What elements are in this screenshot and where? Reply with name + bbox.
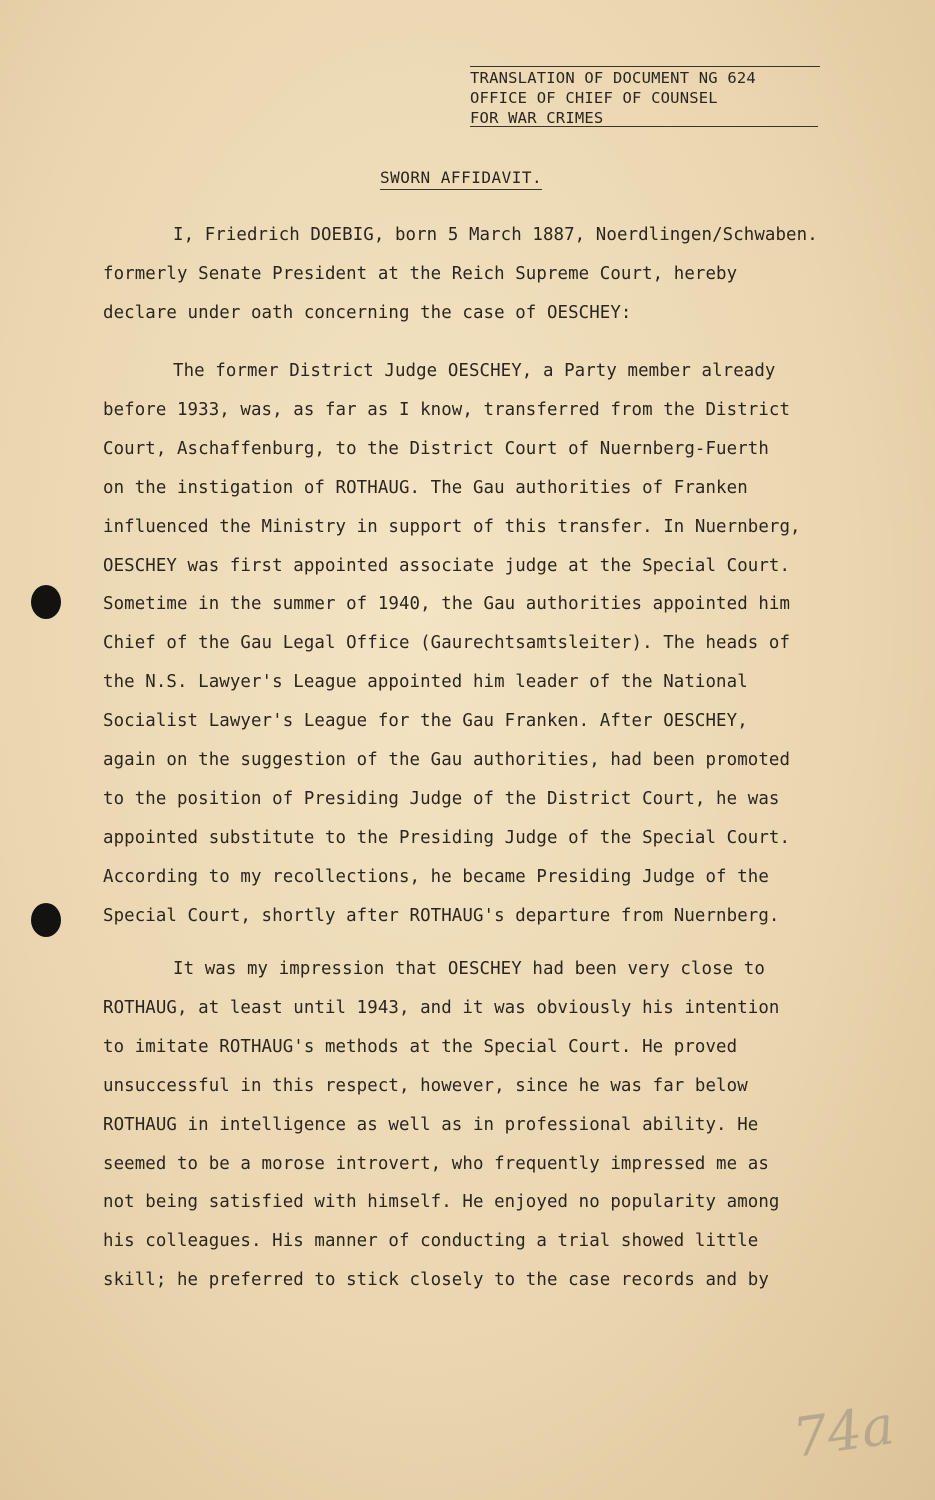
text-line: Special Court, shortly after ROTHAUG's departure from Nuernberg.: [103, 905, 780, 926]
text-line: to the position of Presiding Judge of the District Court, he was: [103, 788, 780, 809]
text-line: OESCHEY was first appointed associate judge at the Special Court.: [103, 555, 791, 576]
header-line-2: OFFICE OF CHIEF OF COUNSEL: [470, 89, 718, 107]
text-line: According to my recollections, he became Presiding Judge of the: [103, 866, 769, 887]
handwritten-page-number: 74a: [789, 1393, 898, 1470]
text-line: the N.S. Lawyer's League appointed him leader of the National: [103, 672, 748, 693]
punch-hole: [31, 585, 61, 619]
text-line: unsuccessful in this respect, however, since he was far below: [103, 1075, 748, 1096]
text-line: skill; he preferred to stick closely to the case records and by: [103, 1270, 769, 1291]
text-line: Socialist Lawyer's League for the Gau Franken. After OESCHEY,: [103, 711, 748, 732]
text-line: The former District Judge OESCHEY, a Party member already: [173, 361, 776, 381]
text-line: not being satisfied with himself. He enjoyed no popularity among: [103, 1192, 780, 1213]
text-line: before 1933, was, as far as I know, transferred from the District: [103, 399, 791, 420]
text-line: Court, Aschaffenburg, to the District Court of Nuernberg-Fuerth: [103, 438, 769, 459]
text-line: seemed to be a morose introvert, who frequently impressed me as: [103, 1153, 769, 1174]
text-line: on the instigation of ROTHAUG. The Gau authorities of Franken: [103, 477, 748, 498]
paragraph-3: [103, 950, 873, 1300]
text-line: again on the suggestion of the Gau authorities, had been promoted: [103, 750, 791, 771]
punch-hole: [31, 903, 61, 937]
header-line-1: TRANSLATION OF DOCUMENT NG 624: [470, 66, 820, 88]
text-line: I, Friedrich DOEBIG, born 5 March 1887, Noerdlingen/Schwaben.: [173, 225, 818, 245]
header-underline: [470, 126, 818, 127]
text-line: to imitate ROTHAUG's methods at the Special Court. He proved: [103, 1036, 738, 1057]
text-line: Sometime in the summer of 1940, the Gau authorities appointed him: [103, 594, 791, 615]
text-line: appointed substitute to the Presiding Judge of the Special Court.: [103, 827, 791, 848]
text-line: his colleagues. His manner of conducting a trial showed little: [103, 1231, 759, 1252]
document-title: SWORN AFFIDAVIT.: [380, 168, 542, 190]
paragraph-1: [103, 216, 873, 333]
translation-header: [470, 66, 820, 128]
text-line: ROTHAUG in intelligence as well as in professional ability. He: [103, 1114, 759, 1135]
paragraph-2: [103, 352, 873, 936]
header-line-3: FOR WAR CRIMES: [470, 109, 604, 127]
text-line: ROTHAUG, at least until 1943, and it was obviously his intention: [103, 997, 780, 1018]
text-line: declare under oath concerning the case of OESCHEY:: [103, 302, 632, 323]
text-line: influenced the Ministry in support of this transfer. In Nuernberg,: [103, 516, 801, 537]
text-line: formerly Senate President at the Reich Supreme Court, hereby: [103, 263, 738, 284]
text-line: It was my impression that OESCHEY had been very close to: [173, 959, 765, 979]
text-line: Chief of the Gau Legal Office (Gaurechtsamtsleiter). The heads of: [103, 633, 791, 654]
